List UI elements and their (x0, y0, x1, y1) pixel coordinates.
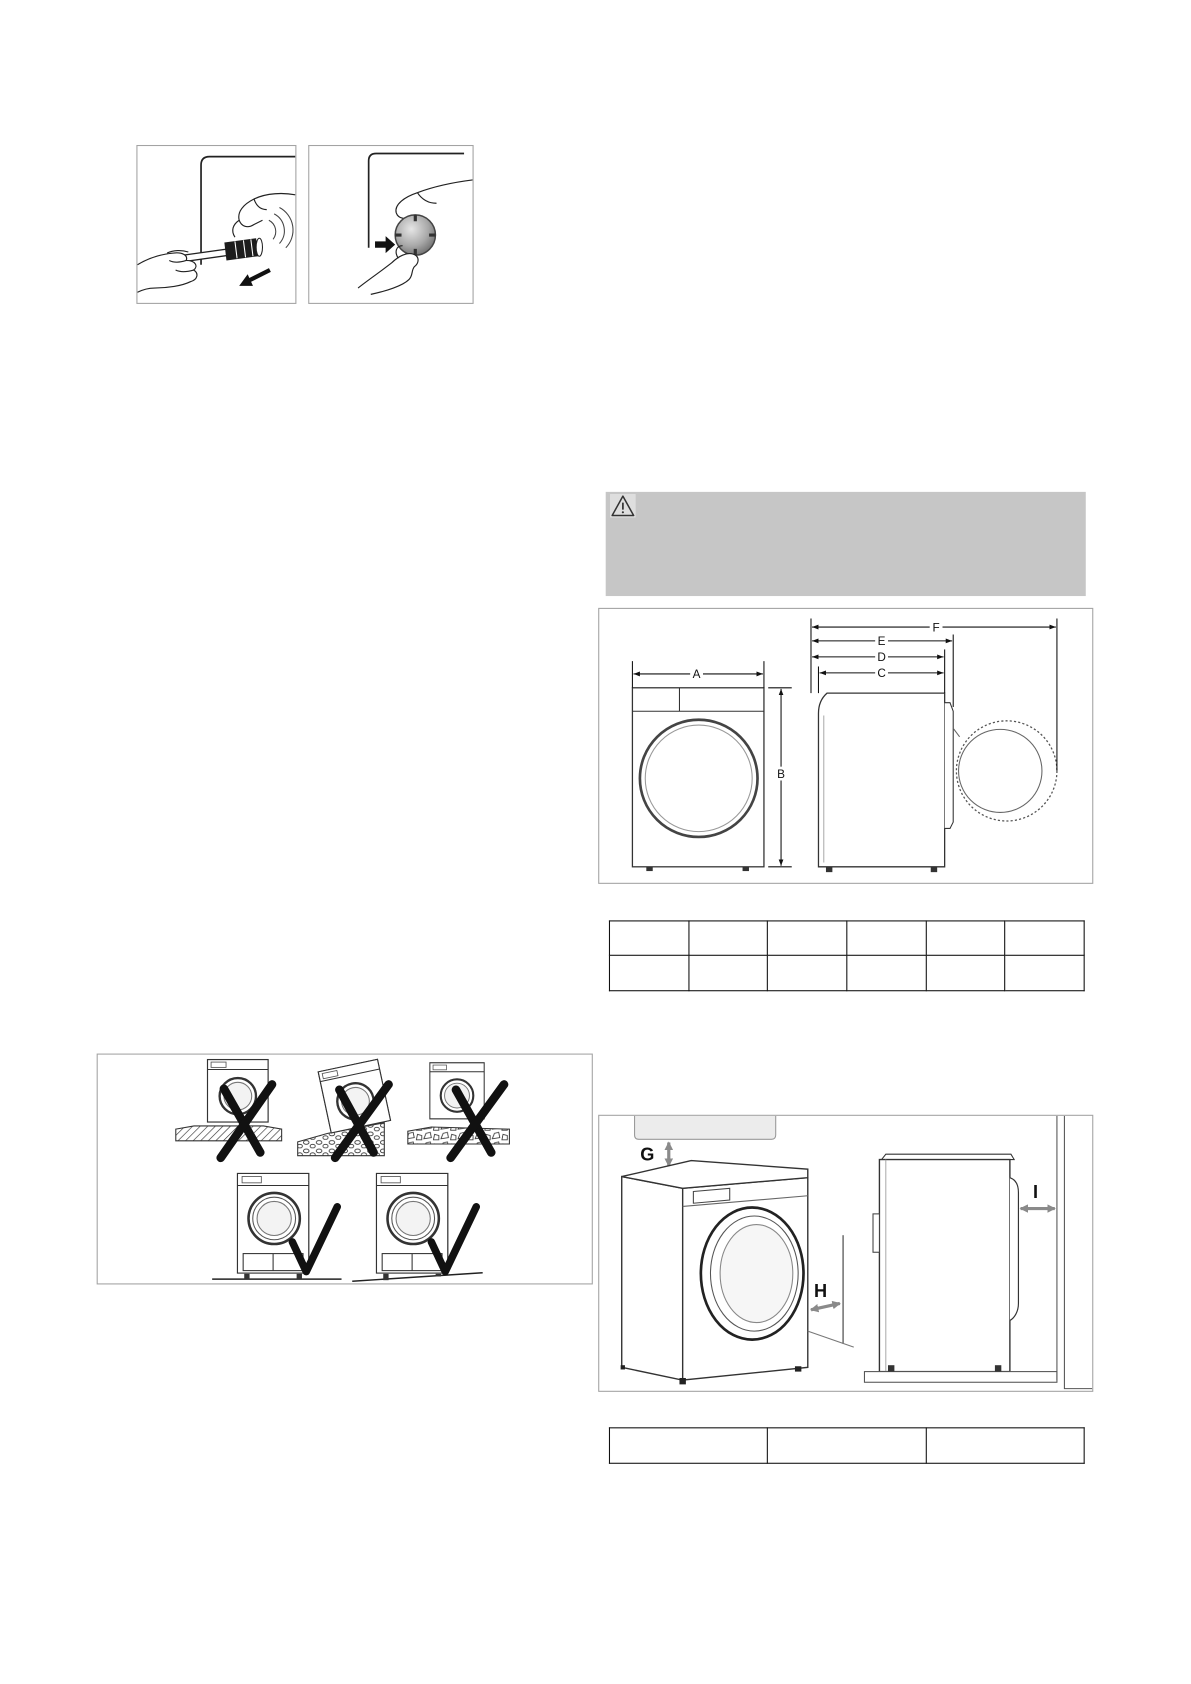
dimension-c (820, 666, 944, 680)
clearance-g (640, 1142, 668, 1165)
dimension-label-c: C (877, 667, 886, 681)
correct-placement-adjusted-feet (352, 1173, 482, 1281)
dimension-d (812, 650, 944, 664)
table-cell (926, 955, 1005, 990)
clearance-label-g: G (640, 1144, 655, 1165)
washer-side-view (864, 1154, 1056, 1382)
table-row (609, 1428, 1084, 1463)
washer-door (640, 720, 758, 837)
clearance-diagram (598, 1115, 1093, 1392)
table-cell (847, 955, 926, 990)
transit-bolt-removal-illustration (136, 145, 296, 304)
leveling-diagram (97, 1054, 593, 1285)
clearance-i (1021, 1182, 1055, 1209)
incorrect-placement-uneven (408, 1063, 510, 1158)
upper-hand (233, 194, 296, 238)
upper-hand (396, 180, 473, 219)
table-row (609, 955, 1084, 990)
table-cell (768, 955, 847, 990)
dimension-label-b: B (777, 767, 785, 781)
overhead-cabinet (635, 1116, 776, 1139)
hole-cover-cap-illustration (308, 145, 473, 304)
table-cell (609, 921, 688, 955)
washer-side-view (818, 693, 1056, 872)
table-cell (689, 955, 768, 990)
clearance-table (609, 1427, 1085, 1464)
table-cell (768, 921, 847, 955)
warning-icon (610, 494, 636, 518)
correct-placement-level (212, 1173, 341, 1279)
dimensions-table (609, 920, 1085, 991)
dimension-label-e: E (877, 635, 886, 649)
table-cell (768, 1428, 926, 1463)
clearance-label-i: I (1033, 1181, 1039, 1202)
wall (1057, 1116, 1092, 1389)
washer-perspective-view (621, 1161, 808, 1385)
dimension-a (632, 661, 764, 688)
table-cell (689, 921, 768, 955)
table-row (609, 921, 1084, 955)
table-cell (926, 921, 1005, 955)
table-cell (847, 921, 926, 955)
rotation-motion-lines (269, 208, 293, 248)
incorrect-placement-platform (176, 1060, 282, 1158)
clearance-label-h: H (814, 1281, 828, 1301)
dimension-f (812, 621, 1056, 635)
warning-box (606, 492, 1086, 596)
dimension-label-f: F (932, 621, 940, 635)
pull-direction-arrow (239, 270, 270, 286)
dimensions-diagram (598, 608, 1093, 884)
table-cell (609, 955, 688, 990)
table-cell (1005, 921, 1084, 955)
dimension-label-d: D (877, 651, 886, 665)
clearance-h (808, 1235, 854, 1347)
push-direction-arrow (375, 236, 395, 253)
incorrect-placement-tilted (298, 1059, 391, 1158)
transit-bolt (176, 238, 263, 262)
dimension-e (812, 635, 952, 649)
hole-cover-cap (395, 215, 435, 255)
table-cell (1005, 955, 1084, 990)
washer-front-view (632, 688, 764, 871)
dimension-label-a: A (692, 668, 701, 682)
table-cell (609, 1428, 767, 1463)
dimension-b (768, 688, 792, 867)
table-cell (926, 1428, 1084, 1463)
